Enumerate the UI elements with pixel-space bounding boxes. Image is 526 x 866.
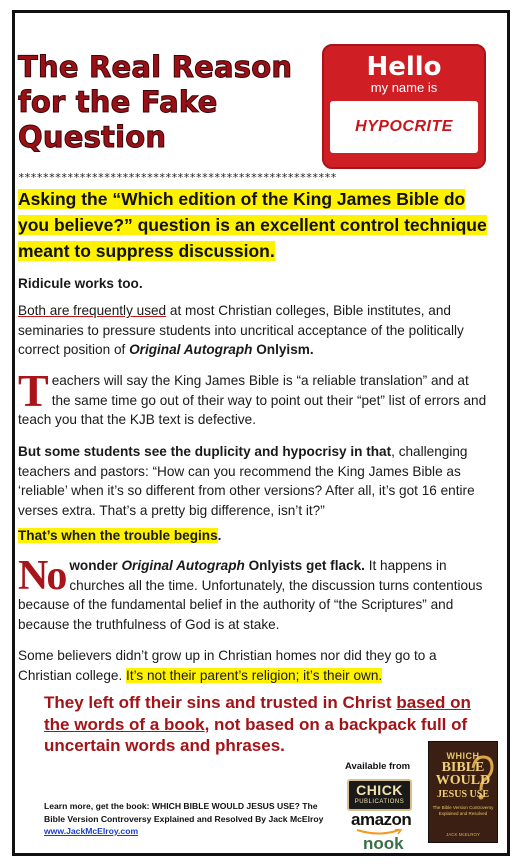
name-tag-hello: Hello (366, 52, 442, 82)
paragraph-trouble (18, 526, 488, 546)
name-tag-subtitle: my name is (370, 80, 438, 95)
colleges-underlined: Both are frequently used (18, 303, 167, 318)
chick-publications-logo[interactable] (347, 779, 412, 811)
students-bold: But some students see the duplicity and hypocrisy in that (18, 444, 392, 459)
no-wonder-text: It happens in churches all the time. Unfortunately, the discussion turns contentious because of the fundamental belief in the authority of “the Scriptures” and because the truthfulness of God is at stake. (18, 558, 483, 632)
paragraph-colleges (18, 301, 488, 360)
paragraph-ridicule: Ridicule works too. (18, 276, 143, 291)
teachers-text: eachers will say the King James Bible is “a reliable translation” and at the same time go out of their way to point out their “pet” list of errors and teach you that the KJB text is defective. (18, 373, 487, 427)
closing-underlined: based on the words of a book (44, 693, 471, 734)
book-line4: JESUS USE (437, 789, 489, 800)
book-line1: WHICH (446, 751, 480, 761)
amazon-logo[interactable]: amazon (351, 810, 412, 829)
no-wonder-dropcap: No (18, 553, 66, 599)
believers-text: Some believers didn’t grow up in Christian homes nor did they go to a Christian college. (18, 648, 437, 683)
trouble-end: . (217, 528, 222, 543)
name-tag-field (330, 101, 478, 153)
book-author: JACK McELROY (445, 832, 480, 837)
book-title-block (429, 761, 497, 801)
believers-highlight: It’s not their parent’s religion; it’s their own. (126, 667, 383, 683)
paragraph-no-wonder (18, 553, 488, 634)
nook-logo[interactable]: nook (363, 834, 404, 853)
name-tag-sticker (322, 44, 486, 169)
name-tag-name: HYPOCRITE (355, 118, 453, 135)
closing-pre: They left off their sins and trusted in Christ (44, 693, 397, 712)
colleges-text: at most Christian colleges, Bible institutes, and seminaries to pressure students into uncritical acceptance of the politically correct position of (18, 303, 464, 357)
closing-statement (44, 692, 494, 757)
trouble-highlight: That’s when the trouble begins (18, 528, 218, 543)
footer-note (44, 800, 324, 838)
book-line2: BIBLE (441, 760, 485, 775)
no-wonder-italic: Original Autograph (121, 558, 245, 573)
page-title: The Real Reason for the Fake Question (18, 50, 293, 154)
colleges-end: Onlyism. (252, 342, 314, 357)
book-subtitle: The Bible Version Controversy Explained and Resolved (432, 805, 494, 816)
lead-paragraph (18, 186, 490, 264)
paragraph-students (18, 442, 488, 520)
colleges-italic: Original Autograph (129, 342, 253, 357)
no-wonder-bold2: Onlyists get flack. (244, 558, 365, 573)
lead-highlight: Asking the “Which edition of the King James Bible do you believe?” question is an excellent control technique meant to suppress discussion. (18, 189, 487, 261)
chick-logo-bottom: PUBLICATIONS (354, 799, 405, 805)
star-divider: **************************************************** (18, 171, 337, 184)
no-wonder-bold1: wonder (69, 558, 122, 573)
paragraph-believers (18, 646, 488, 685)
teachers-dropcap: T (18, 365, 49, 416)
students-text: , challenging teachers and pastors: “How can you recommend the King James Bible as ‘reliable’ when it’s so different from other versions? After all, it’s got 16 entire verses extra. That’s a pretty big difference, isn’t it?” (18, 444, 475, 518)
paragraph-teachers (18, 365, 488, 430)
chick-logo-top: CHICK (356, 782, 403, 798)
closing-post: , not based on a backpack full of uncertain words and phrases. (44, 714, 468, 755)
book-cover[interactable] (428, 741, 498, 843)
available-from-label: Available from (345, 761, 411, 772)
footer-text: Learn more, get the book: WHICH BIBLE WOULD JESUS USE? The Bible Version Controversy Explained and Resolved By Jack McElroy (44, 801, 324, 824)
book-line3: WOULD (435, 773, 491, 788)
footer-link[interactable]: www.JackMcElroy.com (44, 826, 139, 836)
